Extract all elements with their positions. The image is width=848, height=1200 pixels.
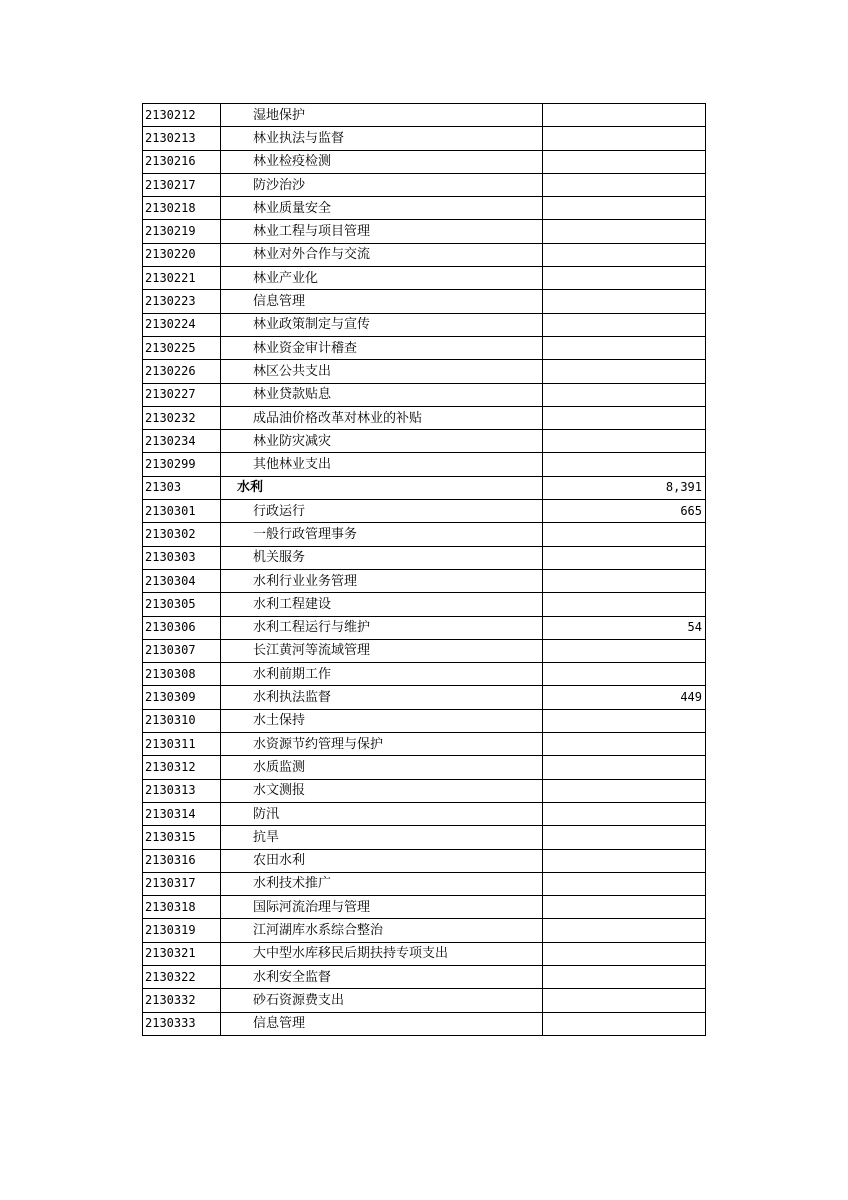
subject-code-cell: 2130220 [143,243,221,266]
subject-name-cell: 水土保持 [221,709,543,732]
subject-code-cell: 2130223 [143,290,221,313]
subject-code-cell: 2130217 [143,173,221,196]
subject-code-cell: 2130226 [143,360,221,383]
subject-code-cell: 2130225 [143,336,221,359]
subject-code-cell: 2130227 [143,383,221,406]
table-row [143,267,706,290]
table-row [143,942,706,965]
amount-cell [543,569,706,592]
subject-name-cell: 水利工程运行与维护 [221,616,543,639]
subject-name-cell: 林业工程与项目管理 [221,220,543,243]
subject-name-cell: 林业检疫检测 [221,150,543,173]
table-row [143,849,706,872]
subject-code-cell: 2130314 [143,802,221,825]
subject-name-cell: 林业防灾减灾 [221,430,543,453]
table-row [143,430,706,453]
subject-code-cell: 2130333 [143,1012,221,1035]
subject-name-cell: 水利技术推广 [221,872,543,895]
subject-code-cell: 2130310 [143,709,221,732]
subject-name-cell: 水利前期工作 [221,663,543,686]
subject-name-cell: 水质监测 [221,756,543,779]
subject-name-cell: 林业质量安全 [221,197,543,220]
amount-cell [543,430,706,453]
table-row [143,989,706,1012]
table-row [143,639,706,662]
amount-cell [543,593,706,616]
subject-code-cell: 2130309 [143,686,221,709]
table-row [143,663,706,686]
subject-code-cell: 2130234 [143,430,221,453]
budget-table-body [143,104,706,1036]
amount-cell: 665 [543,500,706,523]
subject-name-cell: 水利执法监督 [221,686,543,709]
subject-code-cell: 2130332 [143,989,221,1012]
table-row [143,150,706,173]
subject-code-cell: 2130301 [143,500,221,523]
amount-cell [543,104,706,127]
subject-name-cell: 成品油价格改革对林业的补贴 [221,406,543,429]
subject-name-cell: 林区公共支出 [221,360,543,383]
amount-cell [543,919,706,942]
category-name-cell: 水利 [221,476,543,499]
amount-cell [543,453,706,476]
table-row [143,756,706,779]
subject-code-cell: 2130304 [143,569,221,592]
table-row [143,593,706,616]
amount-cell [543,663,706,686]
table-row [143,523,706,546]
subject-name-cell: 江河湖库水系综合整治 [221,919,543,942]
subject-name-cell: 林业政策制定与宣传 [221,313,543,336]
table-row [143,779,706,802]
amount-cell: 8,391 [543,476,706,499]
subject-code-cell: 2130218 [143,197,221,220]
subject-code-cell: 2130299 [143,453,221,476]
amount-cell [543,127,706,150]
subject-name-cell: 林业产业化 [221,267,543,290]
subject-name-cell: 抗旱 [221,826,543,849]
subject-name-cell: 砂石资源费支出 [221,989,543,1012]
amount-cell [543,779,706,802]
amount-cell [543,756,706,779]
subject-code-cell: 21303 [143,476,221,499]
amount-cell [543,546,706,569]
subject-name-cell: 林业执法与监督 [221,127,543,150]
amount-cell [543,639,706,662]
subject-name-cell: 水利工程建设 [221,593,543,616]
subject-code-cell: 2130305 [143,593,221,616]
amount-cell [543,896,706,919]
amount-cell [543,290,706,313]
subject-name-cell: 水资源节约管理与保护 [221,733,543,756]
amount-cell [543,709,706,732]
subject-code-cell: 2130213 [143,127,221,150]
table-row [143,336,706,359]
subject-name-cell: 湿地保护 [221,104,543,127]
subject-name-cell: 长江黄河等流域管理 [221,639,543,662]
table-row [143,686,706,709]
table-row [143,709,706,732]
amount-cell [543,965,706,988]
amount-cell [543,989,706,1012]
subject-code-cell: 2130216 [143,150,221,173]
table-row [143,173,706,196]
table-row [143,802,706,825]
amount-cell: 54 [543,616,706,639]
subject-code-cell: 2130313 [143,779,221,802]
table-row [143,546,706,569]
amount-cell [543,173,706,196]
amount-cell [543,942,706,965]
table-row [143,896,706,919]
subject-name-cell: 水利安全监督 [221,965,543,988]
table-row [143,965,706,988]
amount-cell [543,802,706,825]
subject-code-cell: 2130318 [143,896,221,919]
table-row [143,1012,706,1035]
subject-code-cell: 2130311 [143,733,221,756]
table-row [143,383,706,406]
subject-code-cell: 2130221 [143,267,221,290]
subject-name-cell: 信息管理 [221,290,543,313]
subject-code-cell: 2130224 [143,313,221,336]
subject-name-cell: 农田水利 [221,849,543,872]
subject-code-cell: 2130312 [143,756,221,779]
subject-name-cell: 机关服务 [221,546,543,569]
subject-code-cell: 2130307 [143,639,221,662]
subject-name-cell: 防沙治沙 [221,173,543,196]
amount-cell [543,313,706,336]
subject-code-cell: 2130322 [143,965,221,988]
amount-cell [543,197,706,220]
table-row [143,220,706,243]
table-row [143,197,706,220]
subject-code-cell: 2130303 [143,546,221,569]
subject-code-cell: 2130308 [143,663,221,686]
amount-cell [543,826,706,849]
amount-cell: 449 [543,686,706,709]
subject-name-cell: 国际河流治理与管理 [221,896,543,919]
subject-code-cell: 2130232 [143,406,221,429]
subject-name-cell: 水利行业业务管理 [221,569,543,592]
table-row [143,406,706,429]
amount-cell [543,150,706,173]
subject-code-cell: 2130319 [143,919,221,942]
amount-cell [543,383,706,406]
table-row [143,360,706,383]
table-row [143,453,706,476]
table-row [143,569,706,592]
table-row [143,616,706,639]
subject-code-cell: 2130212 [143,104,221,127]
table-row [143,243,706,266]
subject-name-cell: 防汛 [221,802,543,825]
table-row [143,872,706,895]
subject-name-cell: 信息管理 [221,1012,543,1035]
amount-cell [543,523,706,546]
subject-name-cell: 大中型水库移民后期扶持专项支出 [221,942,543,965]
amount-cell [543,243,706,266]
subject-code-cell: 2130316 [143,849,221,872]
subject-name-cell: 其他林业支出 [221,453,543,476]
amount-cell [543,267,706,290]
subject-code-cell: 2130219 [143,220,221,243]
table-row [143,290,706,313]
subject-code-cell: 2130317 [143,872,221,895]
subject-name-cell: 行政运行 [221,500,543,523]
subject-code-cell: 2130306 [143,616,221,639]
amount-cell [543,220,706,243]
amount-cell [543,360,706,383]
table-row [143,104,706,127]
subject-name-cell: 水文测报 [221,779,543,802]
amount-cell [543,406,706,429]
table-row [143,919,706,942]
subject-code-cell: 2130321 [143,942,221,965]
table-row [143,500,706,523]
table-row [143,733,706,756]
subject-name-cell: 林业贷款贴息 [221,383,543,406]
amount-cell [543,733,706,756]
amount-cell [543,336,706,359]
subject-code-cell: 2130315 [143,826,221,849]
subject-code-cell: 2130302 [143,523,221,546]
amount-cell [543,872,706,895]
table-row [143,826,706,849]
amount-cell [543,1012,706,1035]
subject-name-cell: 林业对外合作与交流 [221,243,543,266]
subject-name-cell: 一般行政管理事务 [221,523,543,546]
table-row [143,127,706,150]
table-row [143,313,706,336]
category-row [143,476,706,499]
budget-table [142,103,706,1036]
subject-name-cell: 林业资金审计稽查 [221,336,543,359]
amount-cell [543,849,706,872]
